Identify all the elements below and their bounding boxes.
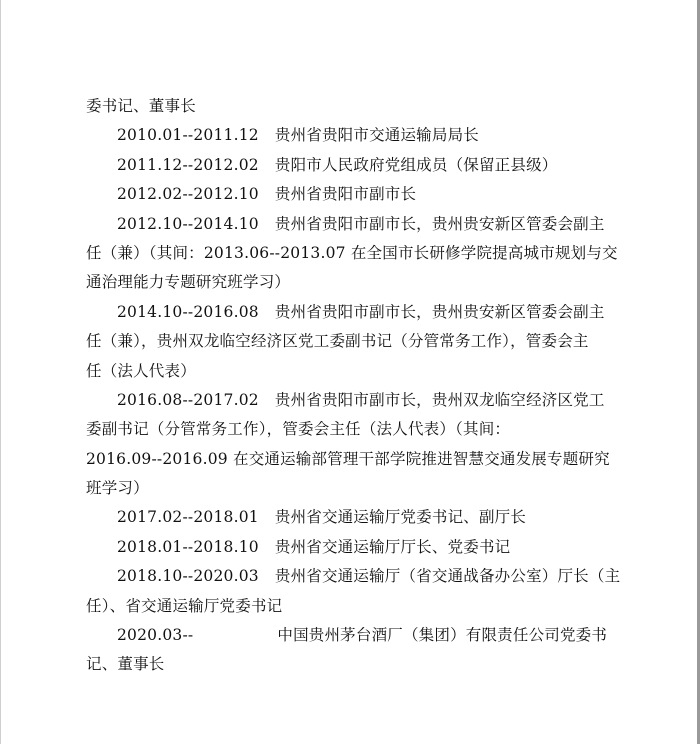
entry-line [86,180,626,209]
text-line [86,474,626,503]
entry-text: 贵州省贵阳市副市长 [274,185,417,204]
entry-date: 2018.10--2020.03 [117,567,259,586]
text-line [86,415,626,444]
line-text: 任（兼），贵州双龙临空经济区党工委副书记（分管常务工作），管委会主 [86,332,589,351]
line-text: 班学习） [86,479,149,498]
entry-text: 贵州省交通运输厅（省交通战备办公室）厅长（主 [274,567,621,586]
text-line [86,239,626,268]
entry-text: 贵州省贵阳市副市长，贵州贵安新区管委会副主 [274,214,605,233]
text-line [86,357,626,386]
entry-line [86,621,626,650]
line-text: 任（法人代表） [86,361,196,380]
entry-line [86,562,626,591]
text-line [86,92,626,121]
entry-line [86,533,626,562]
resume-text [86,92,626,680]
entry-date: 2011.12--2012.02 [117,155,259,174]
entry-date: 2010.01--2011.12 [117,126,259,145]
entry-text: 贵州省交通运输厅党委书记、副厅长 [274,508,527,527]
entry-date: 2012.02--2012.10 [117,185,259,204]
line-text: 任（兼）（其间：2013.06--2013.07 在全国市长研修学院提高城市规划与交 [86,243,618,262]
entry-line [86,121,626,150]
entry-text: 贵州省贵阳市交通运输局局长 [274,126,479,145]
entry-date: 2018.01--2018.10 [117,537,259,556]
text-line [86,327,626,356]
text-line [86,592,626,621]
entry-date: 2017.02--2018.01 [117,508,259,527]
entry-date: 2012.10--2014.10 [117,214,259,233]
text-line [86,268,626,297]
line-text: 任）、省交通运输厅党委书记 [86,596,283,615]
entry-line [86,298,626,327]
entry-line [86,503,626,532]
entry-text: 贵州省交通运输厅厅长、党委书记 [274,537,511,556]
text-line [86,445,626,474]
entry-date: 2016.08--2017.02 [117,390,259,409]
entry-text: 中国贵州茅台酒厂（集团）有限责任公司党委书 [277,626,608,645]
entry-text: 贵州省贵阳市副市长，贵州贵安新区管委会副主 [274,302,605,321]
line-text: 记、董事长 [86,655,165,674]
entry-line [86,386,626,415]
line-text: 通治理能力专题研究班学习） [86,273,291,292]
line-text: 委副书记（分管常务工作），管委会主任（法人代表）（其间： [86,420,511,439]
entry-line [86,151,626,180]
entry-date: 2014.10--2016.08 [117,302,259,321]
entry-text: 贵州省贵阳市副市长，贵州双龙临空经济区党工 [274,390,605,409]
entry-line [86,210,626,239]
entry-text: 贵阳市人民政府党组成员（保留正县级） [274,155,558,174]
text-line [86,650,626,679]
line-text: 委书记、董事长 [86,97,196,115]
entry-date: 2020.03-- [117,626,194,645]
line-text: 2016.09--2016.09 在交通运输部管理干部学院推进智慧交通发展专题研究 [86,449,610,468]
